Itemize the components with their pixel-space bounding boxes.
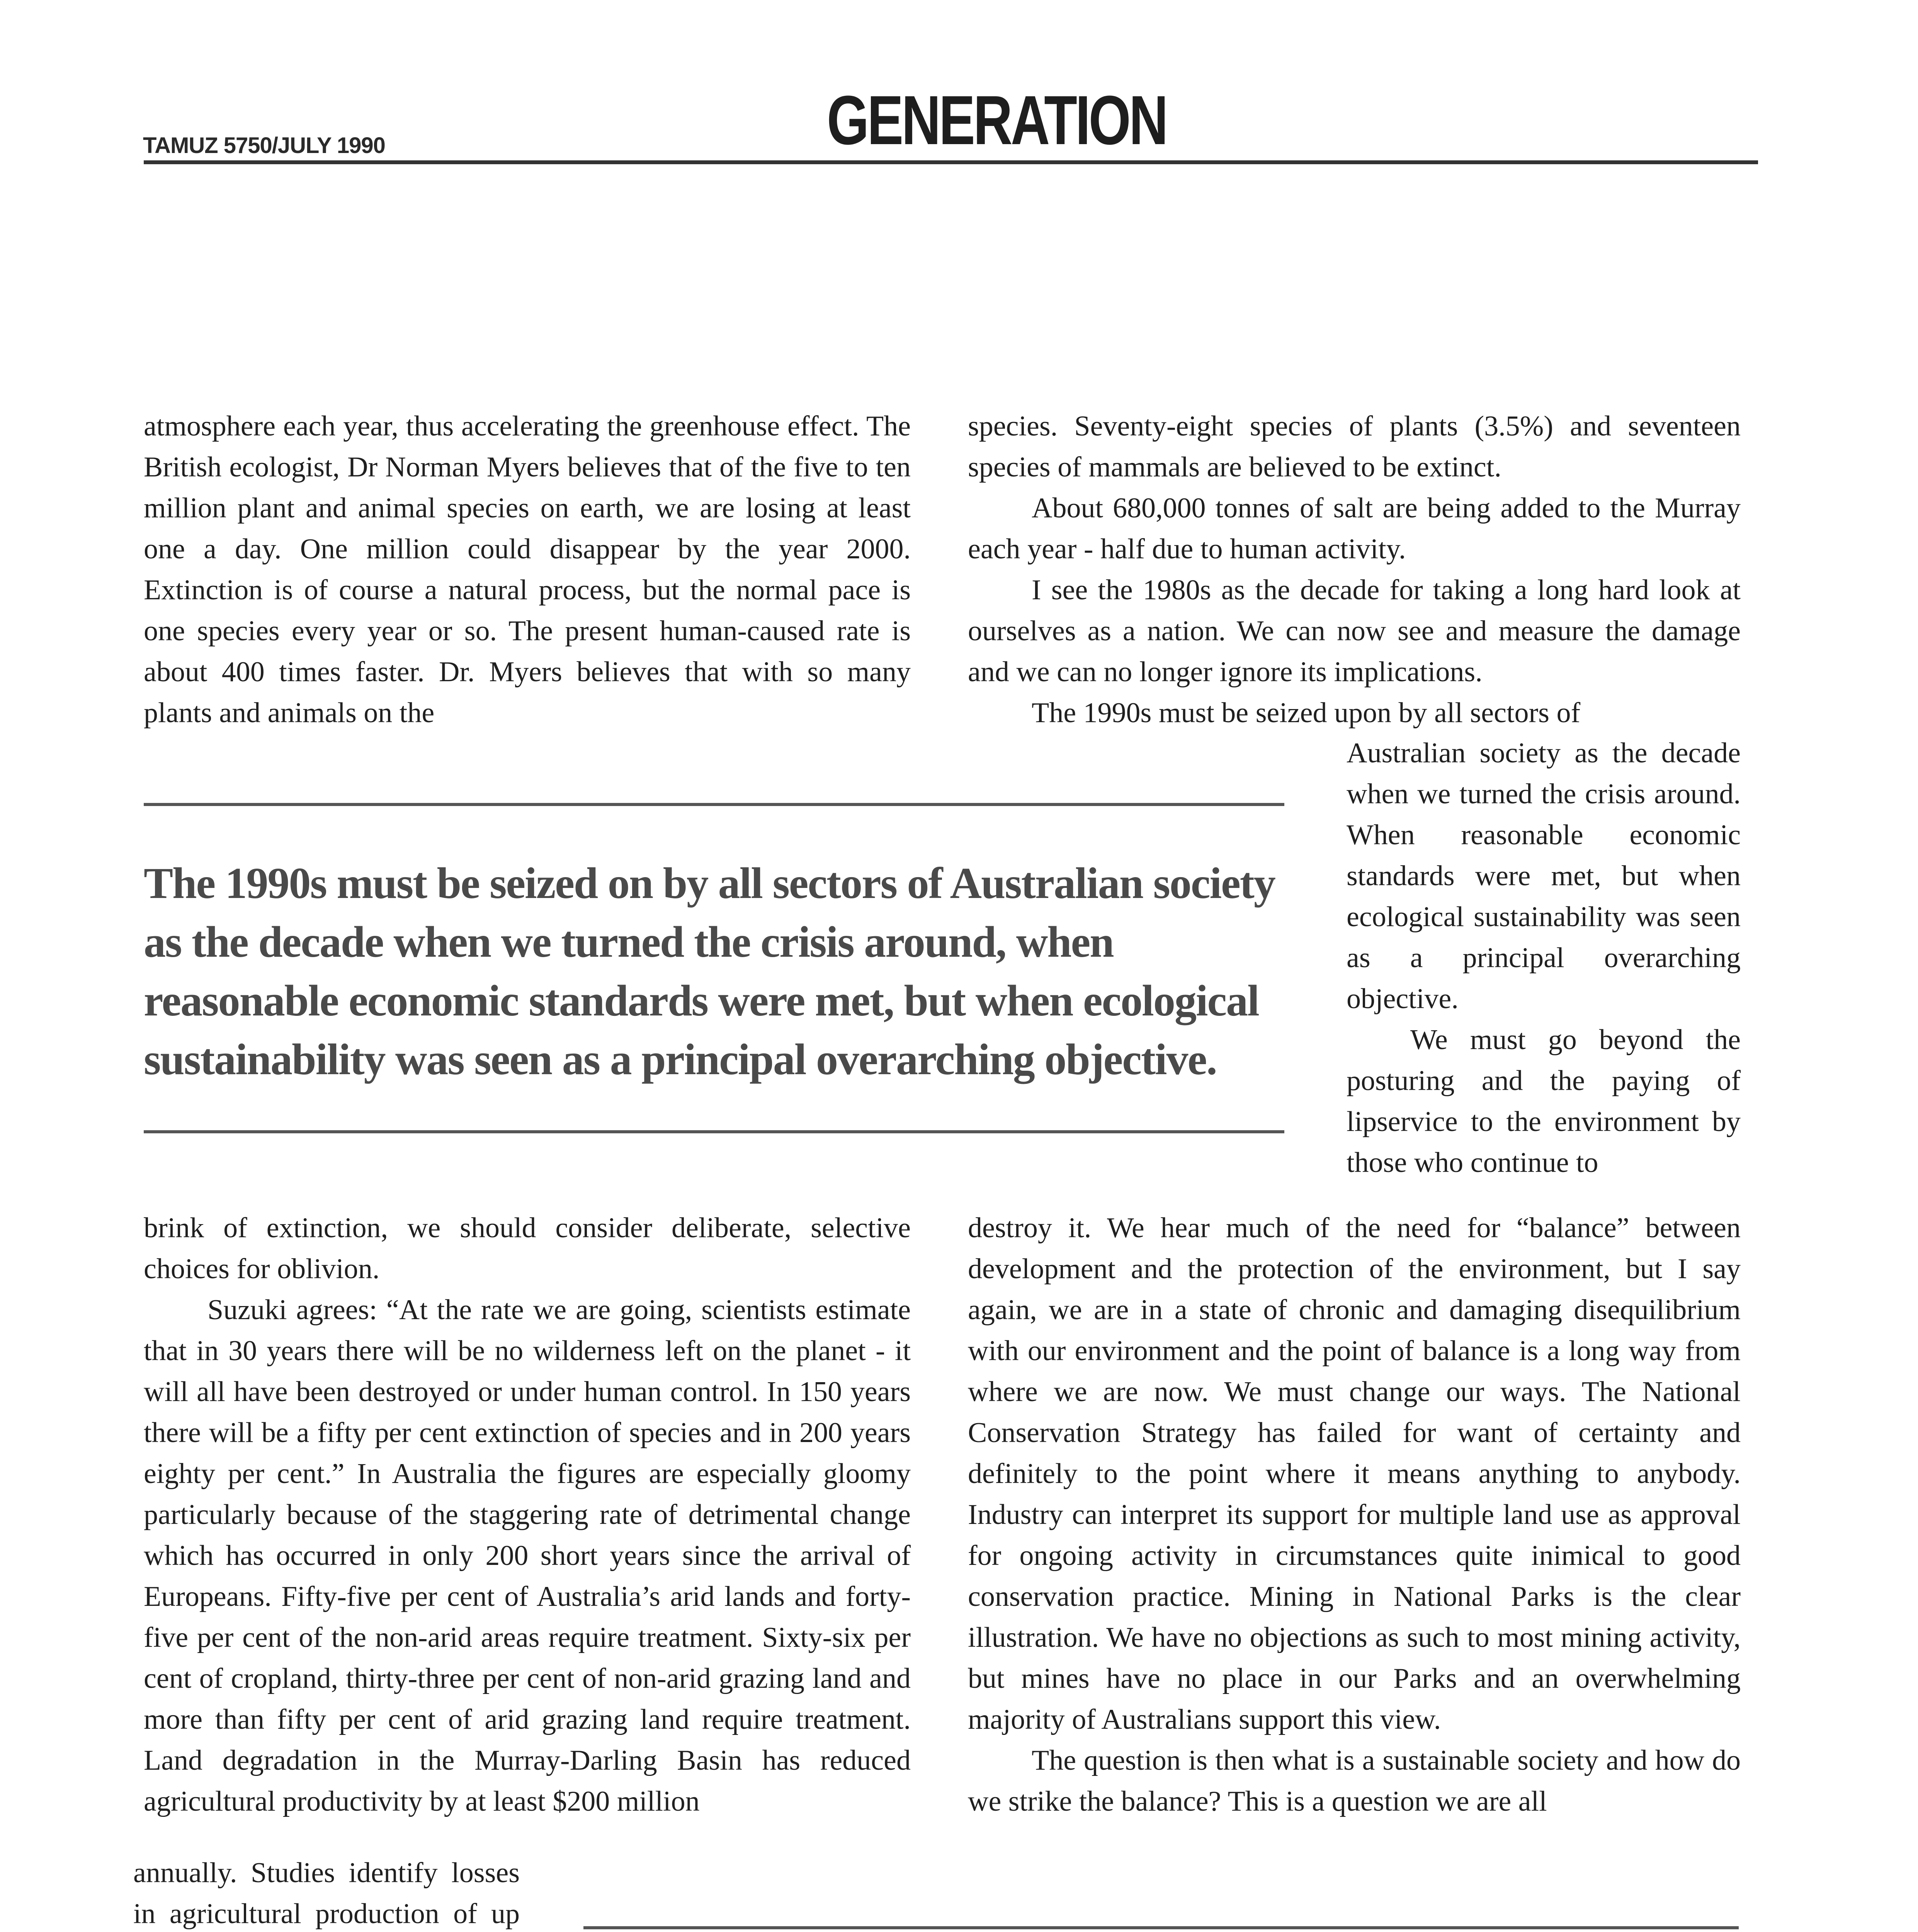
- pull-quote-first: The 1990s must be seized on by all sectors of Australian society as the decade when we turned the crisis around, when reasonable economic standards were met, but when ecological sustainability was seen as a principal overarching objective.: [144, 859, 1275, 1084]
- paragraph: Suzuki agrees: “At the rate we are going, scientists estimate that in 30 years there will be no wilderness left on the planet - it will all have been destroyed or under human control. In 150 years there will be a fifty per cent extinction of species and in 200 years eighty per cent.” In Australia the figures are especially gloomy particularly because of the staggering rate of detrimental change which has occurred in only 200 short years since the arrival of Europeans. Fifty-five per cent of Australia’s arid lands and forty-five per cent of the non-arid areas require treatment. Sixty-six per cent of cropland, thirty-three per cent of non-arid grazing land and more than fifty per cent of arid grazing land require treatment. Land degradation in the Murray-Darling Basin has reduced agricultural productivity by at least $200 million: [144, 1294, 911, 1817]
- paragraph: I see the 1980s as the decade for taking a long hard look at ourselves as a nation. We can now see and measure the damage and we can no longer ignore its implications.: [968, 574, 1741, 688]
- pull-quote-rule-bottom: [144, 1130, 1284, 1133]
- paragraph: The 1990s must be seized upon by all sectors of: [1032, 697, 1581, 729]
- paragraph: atmosphere each year, thus accelerating the greenhouse effect. The British ecologist, Dr Norman Myers believes that of the five to ten million plant and animal species on earth, we are losing at least one a day. One million could disappear by the year 2000. Extinction is of course a natural process, but the normal pace is one species every year or so. The present human-caused rate is about 400 times faster. Dr. Myers believes that with so many plants and animals on the: [144, 410, 911, 729]
- paragraph: annually. Studies identify losses in agricultural production of up: [133, 1857, 520, 1930]
- paragraph: The question is then what is a sustainable society and how do we strike the balance? This is a question we are all: [968, 1745, 1741, 1817]
- column-right-narrow: [1347, 733, 1741, 1183]
- paragraph: About 680,000 tonnes of salt are being added to the Murray each year - half due to human activity.: [968, 492, 1741, 565]
- pull-quote-rule-top: [144, 803, 1284, 806]
- column-top-right: [968, 406, 1741, 733]
- issue-date: TAMUZ 5750/JULY 1990: [143, 133, 385, 158]
- column-middle-left: [144, 1208, 911, 1822]
- paragraph: destroy it. We hear much of the need for “balance” between development and the protection of the environment, but I say again, we are in a state of chronic and damaging disequilibrium with our environment and the point of balance is a long way from where we are now. We must change our ways. The National Conservation Strategy has failed for want of certainty and definitely to the point where it means anything to anybody. Industry can interpret its support for multiple land use as approval for ongoing activity in circumstances quite inimical to good conservation practice. Mining in National Parks is the clear illustration. We have no objections as such to most mining activity, but mines have no place in our Parks and an overwhelming majority of Australians support this view.: [968, 1212, 1741, 1735]
- paragraph: brink of extinction, we should consider deliberate, selective choices for oblivion.: [144, 1212, 911, 1285]
- header-rule: [144, 160, 1758, 164]
- column-top-left: [144, 406, 911, 733]
- paragraph: species. Seventy-eight species of plants (3.5%) and seventeen species of mammals are believed to be extinct.: [968, 410, 1741, 483]
- column-left-narrow: [133, 1852, 520, 1932]
- paragraph: Australian society as the decade when we turned the crisis around. When reasonable economic standards were met, but when ecological sustainability was seen as a principal overarching objective.: [1347, 737, 1741, 1015]
- pull-quote-rule-top: [583, 1926, 1739, 1929]
- column-middle-right: [968, 1208, 1741, 1822]
- masthead-title: GENERATION: [827, 82, 1166, 159]
- paragraph: We must go beyond the posturing and the paying of lipservice to the environment by those who continue to: [1347, 1024, 1741, 1179]
